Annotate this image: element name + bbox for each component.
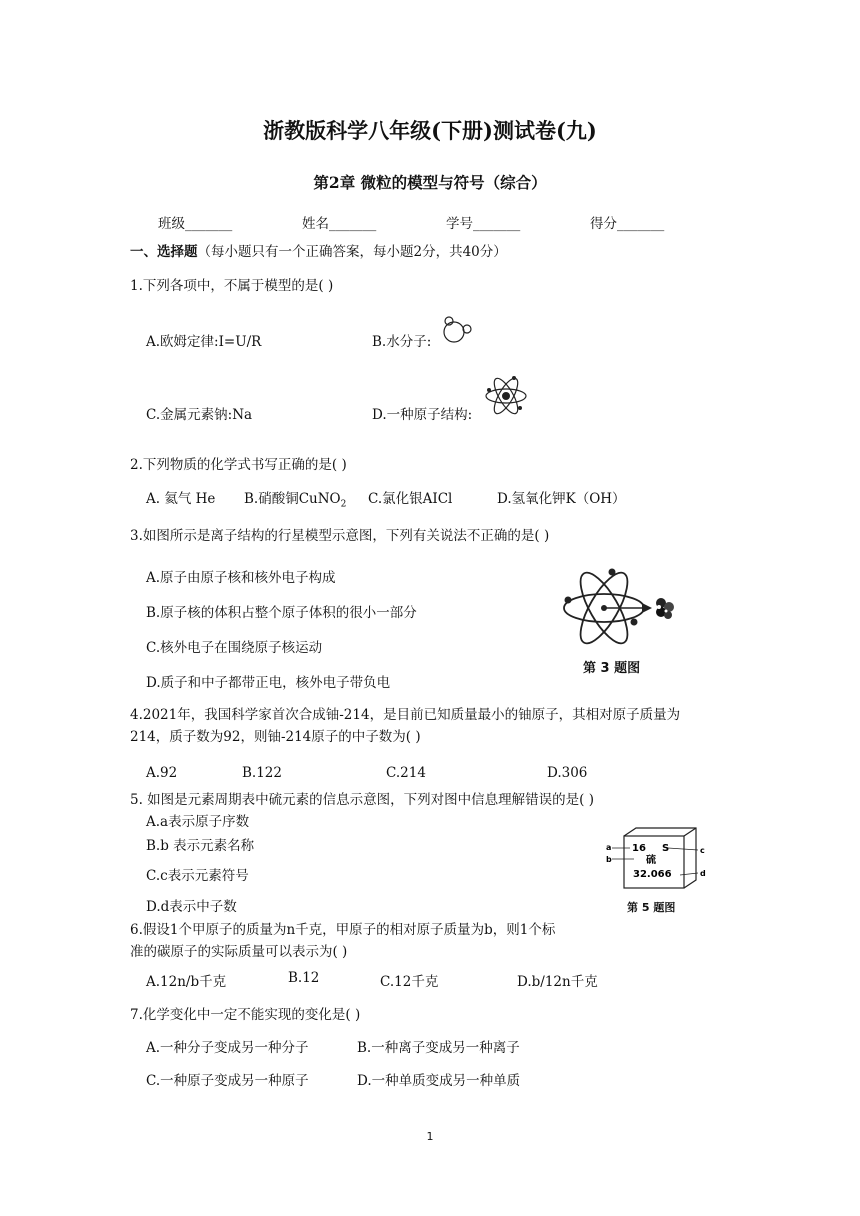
q6-option-a: A.12n/b千克 [146, 974, 227, 990]
q4-option-a: A.92 [146, 765, 178, 781]
section-title: 一、选择题 [130, 244, 198, 260]
q5-option-b: B.b 表示元素名称 [146, 838, 255, 854]
element-symbol: S [662, 843, 670, 854]
q2-option-d: D.氢氧化钾K（OH） [497, 491, 626, 507]
section-note: （每小题只有一个正确答案，每小题2分，共40分） [197, 244, 507, 260]
q1-option-c: C.金属元素钠:Na [146, 407, 253, 423]
ion-planetary-model-figure [560, 566, 692, 650]
q5-figure-caption: 第 5 题图 [627, 901, 676, 914]
student-id-field: 学号_______ [446, 216, 521, 232]
class-field: 班级_______ [158, 216, 233, 232]
q6-stem-line2: 准的碳原子的实际质量可以表示为( ) [130, 944, 348, 960]
q1-option-a: A.欧姆定律:I=U/R [146, 334, 262, 350]
q3-stem: 3.如图所示是离子结构的行星模型示意图，下列有关说法不正确的是( ) [130, 528, 550, 544]
q2-option-b-text: B.硝酸铜CuNO [244, 491, 341, 507]
q1-option-b: B.水分子: [372, 334, 432, 350]
q3-option-d: D.质子和中子都带正电，核外电子带负电 [146, 675, 391, 691]
q2-option-b-subscript: 2 [340, 499, 347, 510]
q7-stem: 7.化学变化中一定不能实现的变化是( ) [130, 1007, 361, 1023]
label-a: a [606, 843, 612, 852]
page-subtitle: 第2章 微粒的模型与符号（综合） [313, 173, 547, 192]
q7-option-b: B.一种离子变成另一种离子 [357, 1040, 520, 1056]
atomic-number: 16 [632, 843, 646, 854]
page-title: 浙教版科学八年级(下册)测试卷(九) [263, 118, 597, 143]
score-field: 得分_______ [590, 216, 665, 232]
section-heading [130, 240, 507, 260]
water-molecule-icon [440, 314, 474, 344]
q4-option-c: C.214 [386, 765, 426, 781]
q5-option-c: C.c表示元素符号 [146, 868, 249, 884]
q3-option-c: C.核外电子在围绕原子核运动 [146, 640, 323, 656]
q3-figure-caption: 第 3 题图 [583, 661, 641, 676]
label-c: c [700, 846, 705, 855]
q2-option-b [244, 487, 346, 510]
q4-stem-line1: 4.2021年，我国科学家首次合成铀-214，是目前已知质量最小的铀原子，其相对原子质量为 [130, 707, 681, 723]
element-name: 硫 [646, 855, 656, 866]
q1-option-d: D.一种原子结构: [372, 407, 473, 423]
q2-option-a: A. 氦气 He [146, 491, 216, 507]
q7-option-d: D.一种单质变成另一种单质 [357, 1073, 521, 1089]
q2-option-c: C.氯化银AICl [368, 491, 453, 507]
q6-stem-line1: 6.假设1个甲原子的质量为n千克，甲原子的相对原子质量为b，则1个标 [130, 922, 556, 938]
q3-option-a: A.原子由原子核和核外电子构成 [146, 570, 336, 586]
q4-stem-line2: 214，质子数为92，则铀-214原子的中子数为( ) [130, 729, 421, 745]
label-d: d [700, 869, 706, 878]
q5-stem: 5. 如图是元素周期表中硫元素的信息示意图，下列对图中信息理解错误的是( ) [130, 792, 594, 808]
q6-option-d: D.b/12n千克 [517, 974, 598, 990]
sulfur-element-cell-figure [604, 826, 708, 894]
atomic-mass: 32.066 [633, 869, 672, 880]
atom-structure-icon [484, 374, 528, 418]
q4-option-d: D.306 [547, 765, 588, 781]
q5-option-d: D.d表示中子数 [146, 899, 237, 915]
q1-stem: 1.下列各项中，不属于模型的是( ) [130, 278, 334, 294]
q7-option-c: C.一种原子变成另一种原子 [146, 1073, 309, 1089]
name-field: 姓名_______ [302, 216, 377, 232]
q6-option-c: C.12千克 [380, 974, 439, 990]
q5-option-a: A.a表示原子序数 [146, 814, 250, 830]
q7-option-a: A.一种分子变成另一种分子 [146, 1040, 309, 1056]
q6-option-b: B.12 [288, 970, 320, 986]
q2-stem: 2.下列物质的化学式书写正确的是( ) [130, 457, 347, 473]
label-b: b [606, 855, 612, 864]
q3-option-b: B.原子核的体积占整个原子体积的很小一部分 [146, 605, 417, 621]
q4-option-b: B.122 [242, 765, 282, 781]
page-number: 1 [426, 1130, 434, 1143]
